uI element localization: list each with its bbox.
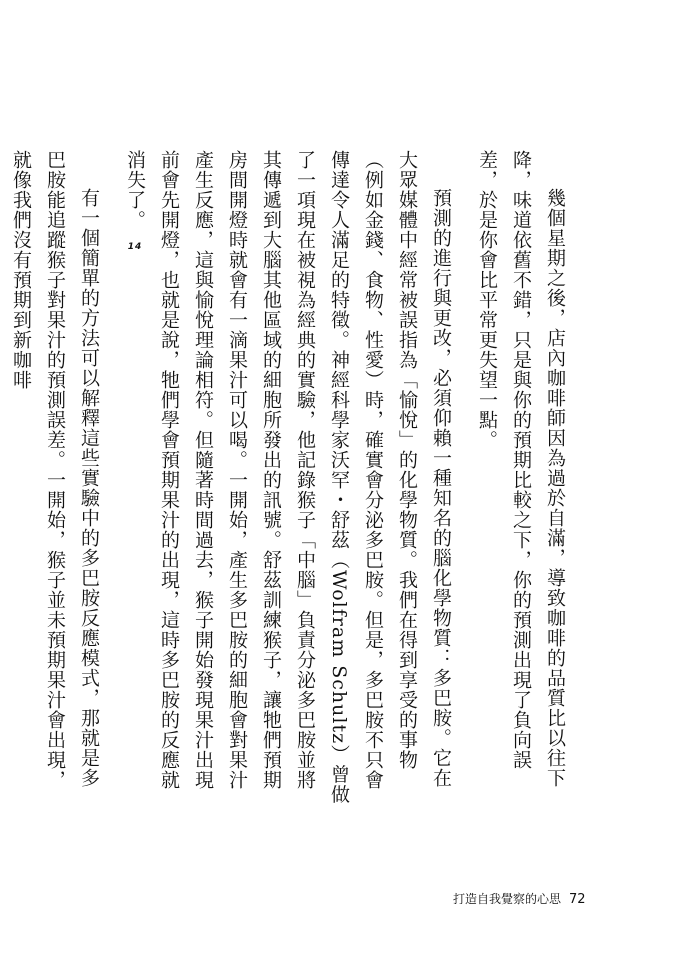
paragraph-2: [118, 150, 458, 805]
page-footer: [453, 890, 586, 907]
paragraph-2-text: 預測的進行與更改，必須仰賴一種知名的腦化學物質：多巴胺。它在大眾媒體中經常被誤指為「愉悅」的化學物質。我們在得到享受的事物（例如金錢、食物、性愛）時，確實會分泌多巴胺。但是，多巴胺不只會傳達令人滿足的特徵。神經科學家沃罕・舒茲（Wolfram Schultz）曾做了一項現在被視為經典的實驗，他記錄猴子「中腦」負責分泌多巴胺並將其傳遞到大腦其他區域的細胞所發出的訊號。舒茲訓練猴子，讓牠們預期房間開燈時就會有一滴果汁可以喝。一開始，產生多巴胺的細胞會對果汁產生反應，這與愉悅理論相符。但隨著時間過去，猴子開始發現果汁出現前會先開燈，也就是說，牠們學會預期果汁的出現，這時多巴胺的反應就消失了。: [124, 150, 452, 805]
paragraph-3-text: 有一個簡單的方法可以解釋這些實驗中的多巴胺反應模式，那就是多巴胺能追蹤猴子對果汁的預測誤差。一開始，猴子並未預期果汁會出現，就像我們沒有預期到新咖啡: [10, 150, 100, 790]
paragraph-1: [470, 150, 572, 805]
book-title: 打造自我覺察的心思: [453, 892, 562, 906]
paragraph-3: [4, 150, 106, 805]
paragraph-1-text: 幾個星期之後，店內咖啡師因為過於自滿，導致咖啡的品質比以往下降，味道依舊不錯，只是與你的預期比較之下，你的預測出現了負向誤差，於是你會比平常更失望一點。: [476, 150, 566, 788]
body-text: [10, 150, 572, 805]
footnote-marker: 14: [127, 242, 143, 252]
page-number: 72: [569, 892, 586, 907]
